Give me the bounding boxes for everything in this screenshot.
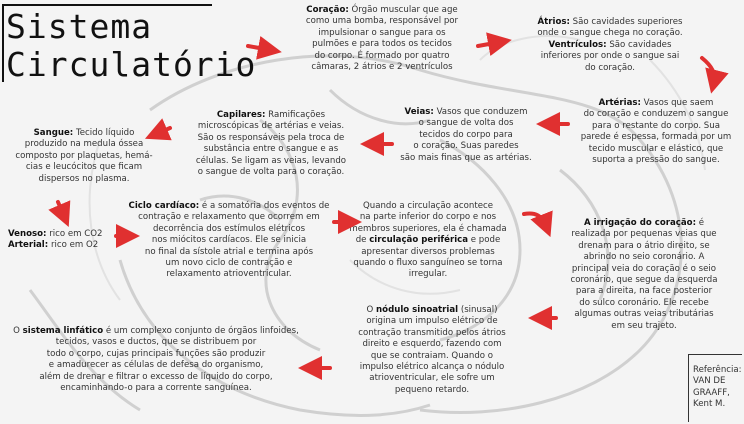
- nodulo-line-5: impulso elétrico alcança o nódulo: [359, 362, 505, 373]
- title-line-1: Sistema: [6, 7, 153, 46]
- circulacao-block: [335, 201, 521, 281]
- nodulo-line-1: origina um impulso elétrico de: [366, 316, 498, 327]
- irrigacao-line-1: realizada por pequenas veias que: [571, 229, 717, 240]
- circulacao-term: circulação periférica: [369, 235, 469, 246]
- sangue-line-2: composto por plaquetas, hemá-: [15, 150, 153, 161]
- ventriculos-line-1: inferiores por onde o sangue sai: [540, 51, 680, 62]
- coracao-term: Coração:: [306, 5, 349, 15]
- coracao-line-5: câmaras, 2 átrios e 2 ventrículos: [311, 62, 453, 73]
- veias-line-1: o sangue de volta dos: [418, 118, 514, 129]
- ciclo-cardiaco-block: [126, 201, 332, 281]
- reference-line-3: Kent M.: [693, 399, 726, 410]
- irrigacao-term: A irrigação do coração:: [583, 218, 697, 228]
- irrigacao-line-0: é: [698, 218, 705, 228]
- sangue-line-4: dispersos no plasma.: [38, 173, 130, 184]
- ciclo-term: Ciclo cardíaco:: [128, 201, 200, 211]
- linfatico-pre: O: [13, 326, 20, 336]
- coracao-line-4: do corpo. É formado por quatro: [314, 50, 450, 61]
- nodulo-line-0: (sinusal): [460, 305, 498, 315]
- irrigacao-line-2: drenam para o átrio direito, se: [578, 240, 710, 251]
- irrigacao-line-4: principal veia do coração é o seio: [571, 263, 717, 274]
- ventriculos-term: Ventrículos:: [548, 39, 607, 50]
- circulacao-line-2: membros superiores, ela é chamada: [349, 223, 507, 234]
- atrios-block: [510, 17, 710, 74]
- linfatico-line-3: e amadurecer as células de defesa do organismo,: [48, 360, 264, 371]
- arterias-line-4: tecido muscular e elástico, que: [588, 143, 724, 154]
- circulacao-line-6: quando o fluxo sanguíneo se torna irregular.: [353, 258, 503, 280]
- veias-block: [378, 107, 554, 164]
- coracao-block: [282, 5, 482, 73]
- veias-line-4: são mais finas que as artérias.: [400, 152, 532, 163]
- circulacao-line-4: e pode: [470, 235, 501, 246]
- arterias-line-1: do coração e conduzem o sangue: [583, 109, 729, 120]
- nodulo-block: [332, 305, 532, 396]
- reference-line-1: VAN DE: [693, 376, 726, 387]
- sangue-term: Sangue:: [33, 128, 74, 138]
- ventriculos-line-2: do coração.: [584, 62, 636, 73]
- irrigacao-block: [558, 218, 730, 332]
- ciclo-line-0: é a somatória dos eventos de: [201, 201, 330, 211]
- circulacao-line-0: Quando a circulação acontece: [363, 201, 493, 211]
- irrigacao-line-9: em seu trajeto.: [611, 320, 677, 331]
- nodulo-line-2: contração transmitido pelos átrios: [358, 327, 506, 338]
- arterias-line-3: parede é espessa, formada por um: [580, 132, 732, 143]
- reference-line-0: Referência:: [693, 365, 742, 375]
- linfatico-term: sistema linfático: [22, 326, 104, 336]
- irrigacao-line-7: do sulco coronário. Ele recebe: [579, 297, 709, 308]
- veias-line-0: Vasos que conduzem: [436, 107, 528, 117]
- page-title: [6, 8, 256, 84]
- irrigacao-line-5: coronário, que segue da esquerda: [570, 275, 718, 286]
- nodulo-line-7: pequeno retardo.: [394, 384, 470, 395]
- arterias-line-5: suporta a pressão do sangue.: [592, 155, 720, 166]
- ciclo-line-2: decorrência dos estímulos elétricos: [152, 223, 306, 234]
- capilares-line-4: células. Se ligam as veias, levando: [195, 155, 347, 166]
- sangue-block: [8, 128, 160, 185]
- linfatico-line-4: além de drenar e filtrar o excesso de líquido do corpo,: [39, 371, 273, 382]
- capilares-line-3: substância entre o sangue e as: [203, 144, 339, 155]
- coracao-line-2: impulsionar o sangue para os: [318, 27, 446, 38]
- linfatico-line-0: é um complexo conjunto de órgãos linfoides,: [105, 326, 299, 336]
- linfatico-block: [10, 326, 302, 394]
- ciclo-line-1: contração e relaxamento que ocorrem em: [138, 212, 320, 223]
- arterias-line-2: para o restante do corpo. Sua: [592, 120, 720, 131]
- capilares-line-5: o sangue de volta para o coração.: [197, 167, 345, 178]
- arterias-term: Artérias:: [598, 98, 641, 108]
- nodulo-line-6: atrioventricular, ele sofre um: [369, 373, 495, 384]
- sangue-line-1: produzido na medula óssea: [24, 139, 144, 150]
- linfatico-line-2: todo o corpo, cujas principais funções são produzir: [46, 348, 266, 359]
- ciclo-line-3: nos miócitos cardíacos. Ele se inicia: [151, 235, 307, 246]
- atrios-line-1: onde o sangue chega no coração.: [537, 28, 683, 39]
- nodulo-line-4: que se contraiam. Quando o: [370, 350, 494, 361]
- capilares-line-1: microscópicas de artérias e veias.: [197, 121, 345, 132]
- venoso-term: Venoso:: [8, 229, 47, 239]
- coracao-line-0: Órgão muscular que age: [351, 5, 458, 15]
- linfatico-line-5: encaminhando-o para a corrente sanguínea.: [60, 383, 252, 394]
- atrios-line-0: São cavidades superiores: [572, 17, 683, 27]
- ventriculos-line-0: São cavidades: [609, 39, 672, 50]
- venoso-text: rico em CO2: [49, 229, 103, 239]
- ciclo-line-5: um novo ciclo de contração e: [165, 258, 293, 269]
- veias-line-3: o coração. Suas paredes: [413, 141, 519, 152]
- nodulo-term: nódulo sinoatrial: [376, 305, 459, 315]
- sangue-line-0: Tecido líquido: [75, 128, 135, 138]
- reference-line-2: GRAAFF,: [693, 387, 730, 398]
- circulacao-line-3: de: [355, 235, 367, 246]
- atrios-term: Átrios:: [537, 17, 570, 27]
- irrigacao-line-3: abrindo no seio coronário. A: [583, 252, 705, 263]
- capilares-line-2: São os responsáveis pela troca de: [197, 132, 345, 143]
- ciclo-line-6: relaxamento atrioventricular.: [166, 269, 292, 280]
- arterias-line-0: Vasos que saem: [643, 98, 714, 108]
- reference-block: [688, 354, 742, 422]
- circulacao-line-5: apresentar diversos problemas: [361, 246, 495, 257]
- irrigacao-line-6: para a direita, na face posterior: [575, 286, 713, 297]
- nodulo-line-3: direito e esquerdo, fazendo com: [362, 339, 502, 350]
- irrigacao-line-8: algumas outras veias tributárias: [574, 309, 714, 320]
- veias-line-2: tecidos do corpo para: [419, 129, 513, 140]
- arterial-text: rico em O2: [50, 240, 99, 251]
- capilares-line-0: Ramificações: [268, 110, 326, 120]
- linfatico-line-1: tecidos, vasos e ductos, que se distribuem por: [55, 337, 257, 348]
- arterias-block: [570, 98, 742, 166]
- ciclo-line-4: no final da sístole atrial e termina após: [144, 246, 314, 257]
- veias-term: Veias:: [404, 107, 434, 117]
- nodulo-pre: O: [366, 305, 374, 315]
- title-line-2: Circulatório: [6, 45, 257, 84]
- sangue-line-3: cias e leucócitos que ficam: [25, 162, 143, 173]
- venoso-arterial-block: [8, 229, 128, 252]
- coracao-line-3: pulmões e para todos os tecidos: [312, 39, 452, 50]
- arterial-term: Arterial:: [8, 240, 49, 251]
- capilares-term: Capilares:: [216, 110, 266, 120]
- circulacao-line-1: na parte inferior do corpo e nos: [359, 212, 497, 223]
- capilares-block: [176, 110, 366, 178]
- coracao-line-1: como uma bomba, responsável por: [305, 16, 459, 27]
